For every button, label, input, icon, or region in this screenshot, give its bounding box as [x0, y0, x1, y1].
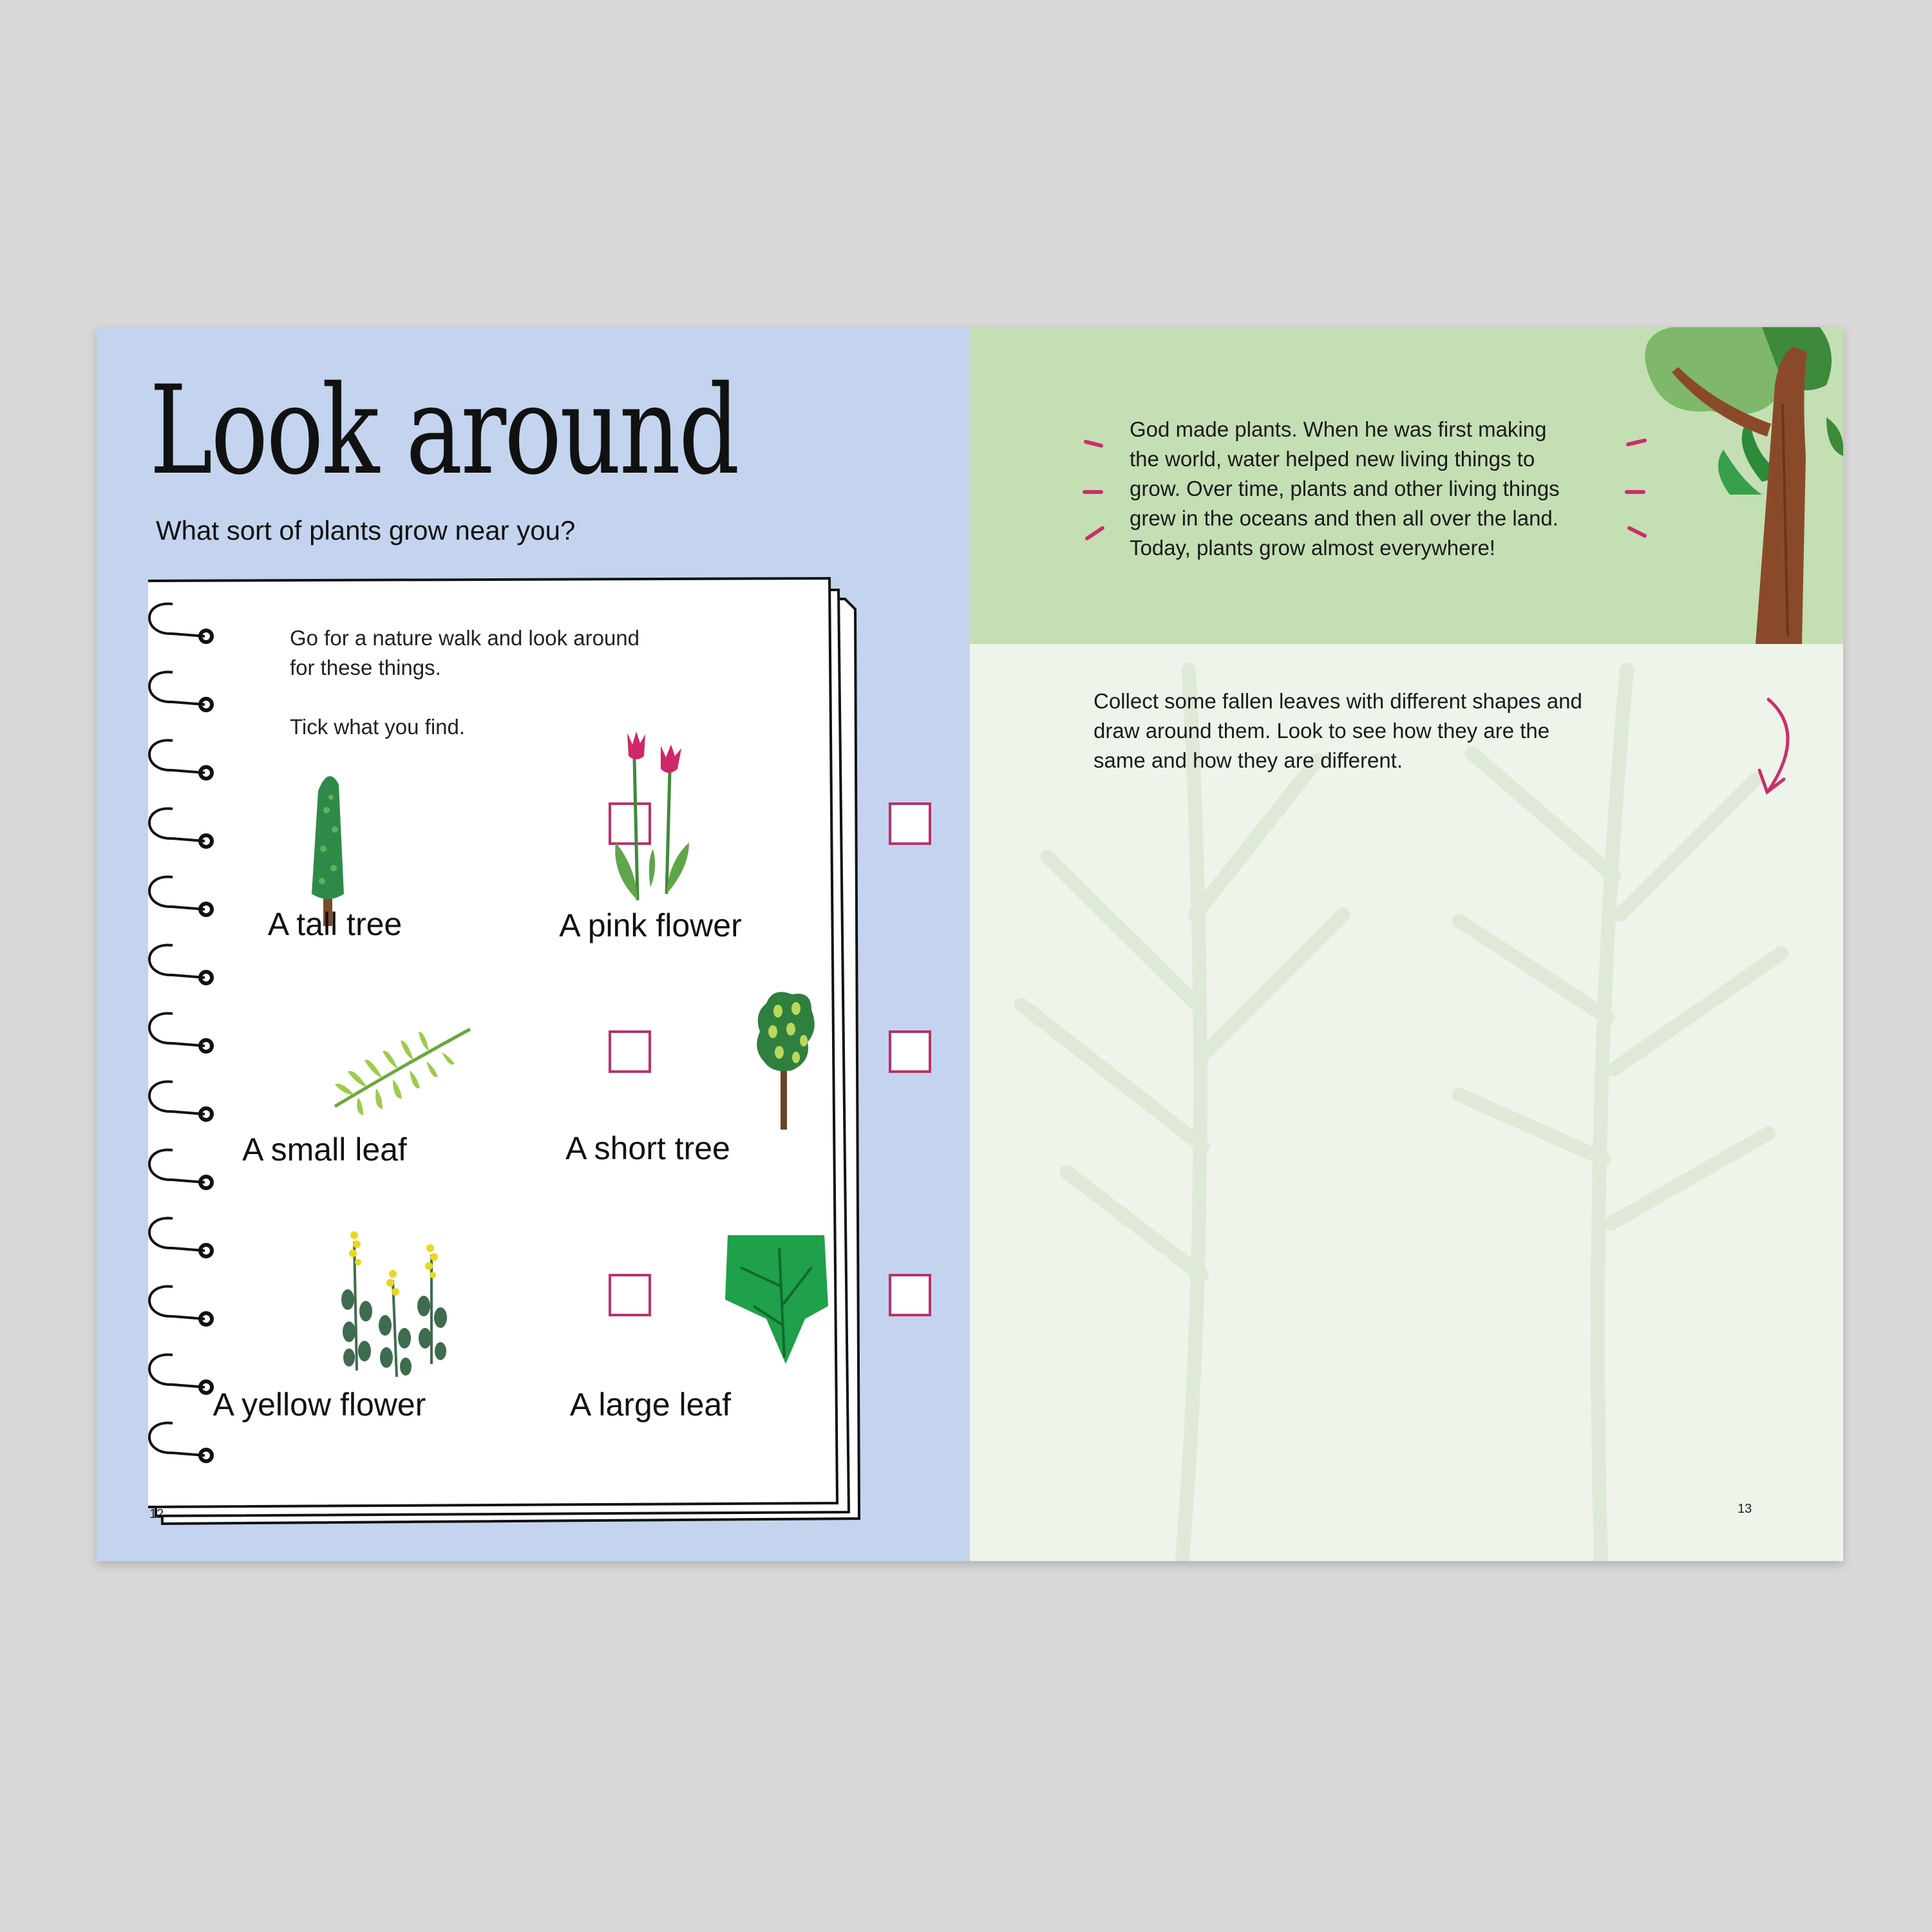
item-label-tall-tree: A tall tree [267, 906, 402, 942]
page-title: Look around [149, 359, 738, 502]
checkbox-small-leaf[interactable] [609, 1030, 651, 1073]
checkbox-short-tree[interactable] [889, 1030, 931, 1073]
short-tree-icon [741, 990, 831, 1132]
book-spread [97, 327, 1843, 1561]
item-label-yellow-flower: A yellow flower [213, 1387, 426, 1423]
notebook-intro-line-1: Go for a nature walk and look around [290, 626, 640, 650]
checkbox-yellow-flower[interactable] [609, 1274, 651, 1316]
item-label-pink-flower: A pink flower [559, 907, 742, 943]
intro-line-5: Today, plants grow almost everywhere! [1130, 536, 1495, 560]
notebook [148, 572, 985, 1551]
yellow-flower-icon [335, 1229, 464, 1383]
intro-line-1: God made plants. When he was first making [1130, 417, 1547, 441]
curved-arrow-icon [1743, 694, 1814, 804]
activity-line-2: draw around them. Look to see how they are the [1094, 719, 1550, 743]
page-number-left: 12 [149, 1507, 164, 1521]
pink-flower-icon [586, 720, 728, 913]
large-leaf-icon [715, 1229, 837, 1370]
item-label-short-tree: A short tree [565, 1130, 730, 1166]
activity-line-3: same and how they are different. [1094, 748, 1403, 772]
checkbox-pink-flower[interactable] [889, 802, 931, 845]
item-label-small-leaf: A small leaf [242, 1132, 407, 1168]
activity-line-1: Collect some fallen leaves with different shapes and [1094, 689, 1582, 713]
notebook-intro-line-2: for these things. [290, 656, 441, 679]
left-page [97, 327, 970, 1561]
intro-box [970, 327, 1843, 644]
intro-line-4: grew in the oceans and then all over the land. [1130, 506, 1558, 530]
tree-illustration [1633, 327, 1843, 644]
spiral-binding [122, 598, 238, 1473]
notebook-instruction: Tick what you find. [290, 715, 466, 739]
page-number-right: 13 [1738, 1502, 1752, 1516]
small-leaf-icon [328, 1023, 477, 1119]
page-subtitle: What sort of plants grow near you? [156, 515, 576, 545]
intro-line-2: the world, water helped new living things to [1130, 447, 1535, 471]
leaf-background-illustration [970, 644, 1843, 1561]
checkbox-large-leaf[interactable] [889, 1274, 931, 1316]
item-label-large-leaf: A large leaf [569, 1387, 732, 1423]
right-page [970, 327, 1843, 1561]
intro-line-3: grow. Over time, plants and other living things [1130, 477, 1560, 500]
